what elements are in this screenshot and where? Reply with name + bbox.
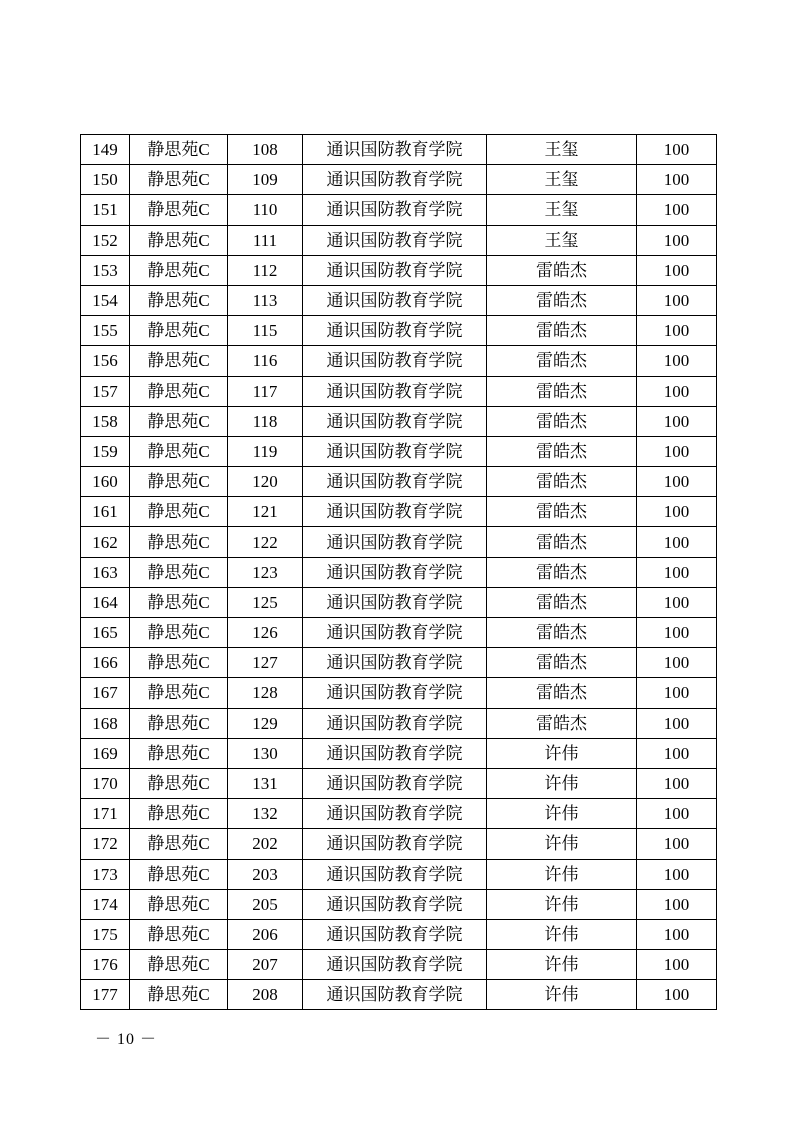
room-cell: 108 [228, 135, 303, 165]
table-row [81, 285, 717, 315]
row-number-cell: 168 [81, 708, 130, 738]
counselor-cell: 王玺 [487, 135, 637, 165]
room-cell: 117 [228, 376, 303, 406]
row-number-cell: 150 [81, 165, 130, 195]
room-cell: 113 [228, 285, 303, 315]
table-row [81, 768, 717, 798]
row-number-cell: 170 [81, 768, 130, 798]
building-cell: 静思苑C [130, 467, 228, 497]
building-cell: 静思苑C [130, 497, 228, 527]
college-cell: 通识国防教育学院 [303, 135, 487, 165]
table-row [81, 678, 717, 708]
row-number-cell: 153 [81, 255, 130, 285]
score-cell: 100 [637, 829, 717, 859]
row-number-cell: 154 [81, 285, 130, 315]
score-cell: 100 [637, 648, 717, 678]
score-cell: 100 [637, 467, 717, 497]
row-number-cell: 159 [81, 436, 130, 466]
room-cell: 208 [228, 980, 303, 1010]
room-cell: 123 [228, 557, 303, 587]
table-row [81, 618, 717, 648]
row-number-cell: 173 [81, 859, 130, 889]
college-cell: 通识国防教育学院 [303, 406, 487, 436]
table-row [81, 738, 717, 768]
building-cell: 静思苑C [130, 195, 228, 225]
counselor-cell: 许伟 [487, 859, 637, 889]
room-cell: 116 [228, 346, 303, 376]
college-cell: 通识国防教育学院 [303, 316, 487, 346]
table-row [81, 557, 717, 587]
score-cell: 100 [637, 497, 717, 527]
counselor-cell: 许伟 [487, 829, 637, 859]
counselor-cell: 王玺 [487, 195, 637, 225]
building-cell: 静思苑C [130, 799, 228, 829]
room-cell: 110 [228, 195, 303, 225]
room-cell: 207 [228, 950, 303, 980]
college-cell: 通识国防教育学院 [303, 195, 487, 225]
college-cell: 通识国防教育学院 [303, 165, 487, 195]
counselor-cell: 雷皓杰 [487, 497, 637, 527]
row-number-cell: 176 [81, 950, 130, 980]
score-cell: 100 [637, 768, 717, 798]
building-cell: 静思苑C [130, 738, 228, 768]
row-number-cell: 164 [81, 587, 130, 617]
counselor-cell: 王玺 [487, 165, 637, 195]
score-cell: 100 [637, 195, 717, 225]
table-row [81, 406, 717, 436]
college-cell: 通识国防教育学院 [303, 618, 487, 648]
room-cell: 112 [228, 255, 303, 285]
college-cell: 通识国防教育学院 [303, 980, 487, 1010]
room-cell: 111 [228, 225, 303, 255]
table-row [81, 859, 717, 889]
score-cell: 100 [637, 618, 717, 648]
college-cell: 通识国防教育学院 [303, 919, 487, 949]
table-row [81, 708, 717, 738]
college-cell: 通识国防教育学院 [303, 859, 487, 889]
row-number-cell: 152 [81, 225, 130, 255]
score-cell: 100 [637, 678, 717, 708]
building-cell: 静思苑C [130, 708, 228, 738]
building-cell: 静思苑C [130, 436, 228, 466]
score-cell: 100 [637, 135, 717, 165]
building-cell: 静思苑C [130, 406, 228, 436]
score-cell: 100 [637, 285, 717, 315]
table-row [81, 497, 717, 527]
score-cell: 100 [637, 859, 717, 889]
college-cell: 通识国防教育学院 [303, 225, 487, 255]
room-cell: 122 [228, 527, 303, 557]
row-number-cell: 174 [81, 889, 130, 919]
score-cell: 100 [637, 436, 717, 466]
score-cell: 100 [637, 980, 717, 1010]
room-cell: 203 [228, 859, 303, 889]
table-row [81, 316, 717, 346]
table-row [81, 950, 717, 980]
building-cell: 静思苑C [130, 648, 228, 678]
building-cell: 静思苑C [130, 587, 228, 617]
building-cell: 静思苑C [130, 225, 228, 255]
score-cell: 100 [637, 255, 717, 285]
college-cell: 通识国防教育学院 [303, 768, 487, 798]
building-cell: 静思苑C [130, 557, 228, 587]
counselor-cell: 雷皓杰 [487, 436, 637, 466]
score-cell: 100 [637, 738, 717, 768]
table-body [81, 135, 717, 1010]
building-cell: 静思苑C [130, 678, 228, 708]
counselor-cell: 雷皓杰 [487, 406, 637, 436]
row-number-cell: 158 [81, 406, 130, 436]
row-number-cell: 160 [81, 467, 130, 497]
college-cell: 通识国防教育学院 [303, 829, 487, 859]
counselor-cell: 许伟 [487, 889, 637, 919]
table-row [81, 527, 717, 557]
score-cell: 100 [637, 376, 717, 406]
building-cell: 静思苑C [130, 919, 228, 949]
table-row [81, 135, 717, 165]
college-cell: 通识国防教育学院 [303, 799, 487, 829]
score-cell: 100 [637, 919, 717, 949]
college-cell: 通识国防教育学院 [303, 376, 487, 406]
counselor-cell: 雷皓杰 [487, 527, 637, 557]
table-row [81, 799, 717, 829]
college-cell: 通识国防教育学院 [303, 708, 487, 738]
score-cell: 100 [637, 557, 717, 587]
row-number-cell: 171 [81, 799, 130, 829]
table-row [81, 467, 717, 497]
college-cell: 通识国防教育学院 [303, 648, 487, 678]
counselor-cell: 许伟 [487, 980, 637, 1010]
counselor-cell: 雷皓杰 [487, 618, 637, 648]
room-cell: 132 [228, 799, 303, 829]
college-cell: 通识国防教育学院 [303, 467, 487, 497]
room-cell: 125 [228, 587, 303, 617]
room-cell: 206 [228, 919, 303, 949]
row-number-cell: 156 [81, 346, 130, 376]
score-cell: 100 [637, 316, 717, 346]
row-number-cell: 165 [81, 618, 130, 648]
college-cell: 通识国防教育学院 [303, 738, 487, 768]
row-number-cell: 162 [81, 527, 130, 557]
table-row [81, 648, 717, 678]
table-row [81, 165, 717, 195]
counselor-cell: 雷皓杰 [487, 376, 637, 406]
counselor-cell: 许伟 [487, 799, 637, 829]
room-cell: 109 [228, 165, 303, 195]
building-cell: 静思苑C [130, 316, 228, 346]
counselor-cell: 雷皓杰 [487, 285, 637, 315]
counselor-cell: 雷皓杰 [487, 346, 637, 376]
college-cell: 通识国防教育学院 [303, 950, 487, 980]
score-cell: 100 [637, 527, 717, 557]
room-cell: 129 [228, 708, 303, 738]
counselor-cell: 许伟 [487, 738, 637, 768]
row-number-cell: 177 [81, 980, 130, 1010]
row-number-cell: 155 [81, 316, 130, 346]
row-number-cell: 151 [81, 195, 130, 225]
table-row [81, 587, 717, 617]
score-cell: 100 [637, 950, 717, 980]
table-row [81, 225, 717, 255]
room-cell: 121 [228, 497, 303, 527]
college-cell: 通识国防教育学院 [303, 889, 487, 919]
table-row [81, 889, 717, 919]
building-cell: 静思苑C [130, 768, 228, 798]
building-cell: 静思苑C [130, 285, 228, 315]
score-cell: 100 [637, 587, 717, 617]
page-number: － 10 － [95, 1031, 158, 1048]
score-cell: 100 [637, 346, 717, 376]
building-cell: 静思苑C [130, 165, 228, 195]
college-cell: 通识国防教育学院 [303, 346, 487, 376]
table-row [81, 980, 717, 1010]
room-cell: 120 [228, 467, 303, 497]
counselor-cell: 雷皓杰 [487, 255, 637, 285]
table-row [81, 255, 717, 285]
row-number-cell: 169 [81, 738, 130, 768]
dormitory-score-table [80, 134, 717, 1010]
table-row [81, 346, 717, 376]
college-cell: 通识国防教育学院 [303, 436, 487, 466]
room-cell: 127 [228, 648, 303, 678]
counselor-cell: 雷皓杰 [487, 678, 637, 708]
counselor-cell: 许伟 [487, 919, 637, 949]
building-cell: 静思苑C [130, 376, 228, 406]
score-cell: 100 [637, 225, 717, 255]
score-cell: 100 [637, 165, 717, 195]
score-cell: 100 [637, 889, 717, 919]
building-cell: 静思苑C [130, 950, 228, 980]
row-number-cell: 161 [81, 497, 130, 527]
college-cell: 通识国防教育学院 [303, 285, 487, 315]
building-cell: 静思苑C [130, 618, 228, 648]
counselor-cell: 雷皓杰 [487, 316, 637, 346]
building-cell: 静思苑C [130, 255, 228, 285]
counselor-cell: 雷皓杰 [487, 648, 637, 678]
row-number-cell: 157 [81, 376, 130, 406]
counselor-cell: 许伟 [487, 768, 637, 798]
college-cell: 通识国防教育学院 [303, 557, 487, 587]
room-cell: 130 [228, 738, 303, 768]
counselor-cell: 雷皓杰 [487, 587, 637, 617]
table-row [81, 436, 717, 466]
score-cell: 100 [637, 799, 717, 829]
row-number-cell: 166 [81, 648, 130, 678]
room-cell: 202 [228, 829, 303, 859]
counselor-cell: 雷皓杰 [487, 708, 637, 738]
counselor-cell: 雷皓杰 [487, 557, 637, 587]
table-row [81, 376, 717, 406]
building-cell: 静思苑C [130, 346, 228, 376]
table-row [81, 195, 717, 225]
counselor-cell: 雷皓杰 [487, 467, 637, 497]
room-cell: 126 [228, 618, 303, 648]
building-cell: 静思苑C [130, 829, 228, 859]
building-cell: 静思苑C [130, 980, 228, 1010]
room-cell: 205 [228, 889, 303, 919]
building-cell: 静思苑C [130, 527, 228, 557]
table-row [81, 919, 717, 949]
room-cell: 118 [228, 406, 303, 436]
building-cell: 静思苑C [130, 859, 228, 889]
room-cell: 131 [228, 768, 303, 798]
room-cell: 128 [228, 678, 303, 708]
college-cell: 通识国防教育学院 [303, 587, 487, 617]
college-cell: 通识国防教育学院 [303, 527, 487, 557]
building-cell: 静思苑C [130, 135, 228, 165]
room-cell: 115 [228, 316, 303, 346]
college-cell: 通识国防教育学院 [303, 255, 487, 285]
row-number-cell: 149 [81, 135, 130, 165]
college-cell: 通识国防教育学院 [303, 678, 487, 708]
score-cell: 100 [637, 406, 717, 436]
college-cell: 通识国防教育学院 [303, 497, 487, 527]
building-cell: 静思苑C [130, 889, 228, 919]
table-row [81, 829, 717, 859]
counselor-cell: 王玺 [487, 225, 637, 255]
row-number-cell: 163 [81, 557, 130, 587]
score-cell: 100 [637, 708, 717, 738]
row-number-cell: 175 [81, 919, 130, 949]
room-cell: 119 [228, 436, 303, 466]
counselor-cell: 许伟 [487, 950, 637, 980]
row-number-cell: 167 [81, 678, 130, 708]
row-number-cell: 172 [81, 829, 130, 859]
